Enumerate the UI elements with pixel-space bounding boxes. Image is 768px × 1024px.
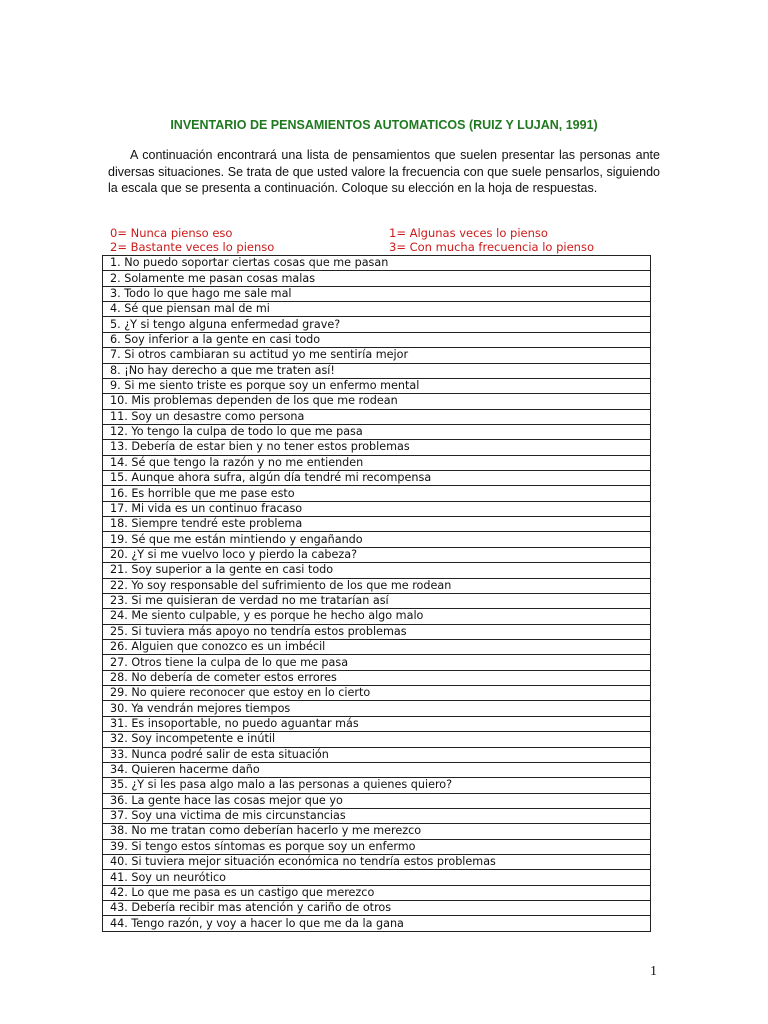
item-text: 14. Sé que tengo la razón y no me entienden <box>103 455 651 470</box>
table-row <box>103 409 651 424</box>
item-text: 37. Soy una victima de mis circunstancias <box>103 808 651 823</box>
item-text: 22. Yo soy responsable del sufrimiento de los que me rodean <box>103 578 651 593</box>
item-text: 27. Otros tiene la culpa de lo que me pasa <box>103 655 651 670</box>
table-row <box>103 747 651 762</box>
item-text: 44. Tengo razón, y voy a hacer lo que me da la gana <box>103 916 651 931</box>
item-text: 11. Soy un desastre como persona <box>103 409 651 424</box>
item-text: 9. Si me siento triste es porque soy un enfermo mental <box>103 378 651 393</box>
scale-option-1: 1= Algunas veces lo pienso <box>389 226 548 240</box>
table-row <box>103 778 651 793</box>
item-text: 29. No quiere reconocer que estoy en lo cierto <box>103 686 651 701</box>
table-row <box>103 378 651 393</box>
table-row <box>103 762 651 777</box>
table-row <box>103 563 651 578</box>
item-text: 8. ¡No hay derecho a que me traten así! <box>103 363 651 378</box>
table-row <box>103 532 651 547</box>
item-text: 13. Debería de estar bien y no tener estos problemas <box>103 440 651 455</box>
item-text: 36. La gente hace las cosas mejor que yo <box>103 793 651 808</box>
response-scale <box>108 226 660 254</box>
item-text: 12. Yo tengo la culpa de todo lo que me pasa <box>103 424 651 439</box>
table-row <box>103 609 651 624</box>
table-row <box>103 916 651 931</box>
scale-option-2: 2= Bastante veces lo pienso <box>110 240 275 254</box>
item-text: 24. Me siento culpable, y es porque he hecho algo malo <box>103 609 651 624</box>
scale-option-0: 0= Nunca pienso eso <box>110 226 233 240</box>
scale-option-3: 3= Con mucha frecuencia lo pienso <box>389 240 594 254</box>
item-text: 35. ¿Y si les pasa algo malo a las personas a quienes quiero? <box>103 778 651 793</box>
table-row <box>103 593 651 608</box>
item-text: 21. Soy superior a la gente en casi todo <box>103 563 651 578</box>
table-row <box>103 855 651 870</box>
page-number: 1 <box>650 964 657 979</box>
table-row <box>103 839 651 854</box>
item-text: 5. ¿Y si tengo alguna enfermedad grave? <box>103 317 651 332</box>
table-row <box>103 624 651 639</box>
table-row <box>103 501 651 516</box>
table-row <box>103 394 651 409</box>
table-row <box>103 455 651 470</box>
item-text: 4. Sé que piensan mal de mi <box>103 302 651 317</box>
item-text: 15. Aunque ahora sufra, algún día tendré mi recompensa <box>103 471 651 486</box>
table-row <box>103 363 651 378</box>
item-text: 26. Alguien que conozco es un imbécil <box>103 639 651 654</box>
item-text: 18. Siempre tendré este problema <box>103 517 651 532</box>
table-row <box>103 808 651 823</box>
item-text: 28. No debería de cometer estos errores <box>103 670 651 685</box>
item-text: 34. Quieren hacerme daño <box>103 762 651 777</box>
item-text: 31. Es insoportable, no puedo aguantar más <box>103 716 651 731</box>
table-row <box>103 639 651 654</box>
items-table <box>102 255 651 932</box>
item-text: 39. Si tengo estos síntomas es porque soy un enfermo <box>103 839 651 854</box>
table-row <box>103 578 651 593</box>
table-row <box>103 271 651 286</box>
table-row <box>103 793 651 808</box>
table-row <box>103 701 651 716</box>
table-row <box>103 686 651 701</box>
table-row <box>103 302 651 317</box>
item-text: 42. Lo que me pasa es un castigo que merezco <box>103 885 651 900</box>
table-row <box>103 471 651 486</box>
item-text: 43. Debería recibir mas atención y cariño de otros <box>103 901 651 916</box>
table-row <box>103 870 651 885</box>
table-row <box>103 547 651 562</box>
item-text: 33. Nunca podré salir de esta situación <box>103 747 651 762</box>
item-text: 19. Sé que me están mintiendo y engañando <box>103 532 651 547</box>
item-text: 38. No me tratan como deberían hacerlo y me merezco <box>103 824 651 839</box>
table-row <box>103 317 651 332</box>
scale-row-2 <box>108 240 660 254</box>
table-row <box>103 440 651 455</box>
item-text: 20. ¿Y si me vuelvo loco y pierdo la cabeza? <box>103 547 651 562</box>
item-text: 16. Es horrible que me pase esto <box>103 486 651 501</box>
table-row <box>103 901 651 916</box>
table-row <box>103 286 651 301</box>
item-text: 30. Ya vendrán mejores tiempos <box>103 701 651 716</box>
item-text: 17. Mi vida es un continuo fracaso <box>103 501 651 516</box>
table-row <box>103 486 651 501</box>
item-text: 1. No puedo soportar ciertas cosas que me pasan <box>103 256 651 271</box>
table-row <box>103 716 651 731</box>
table-row <box>103 348 651 363</box>
intro-paragraph: A continuación encontrará una lista de pensamientos que suelen presentar las personas ante diversas situaciones. Se trata de que usted valore la frecuencia con que suele pensarlos, siguiendo la escala que se presenta a continuación. Coloque su elección en la hoja de respuestas. <box>108 148 660 196</box>
item-text: 2. Solamente me pasan cosas malas <box>103 271 651 286</box>
item-text: 6. Soy inferior a la gente en casi todo <box>103 332 651 347</box>
item-text: 25. Si tuviera más apoyo no tendría estos problemas <box>103 624 651 639</box>
table-row <box>103 732 651 747</box>
items-table-body <box>103 256 651 932</box>
table-row <box>103 655 651 670</box>
table-row <box>103 517 651 532</box>
table-row <box>103 824 651 839</box>
scale-row-1 <box>108 226 660 240</box>
table-row <box>103 424 651 439</box>
table-row <box>103 256 651 271</box>
item-text: 10. Mis problemas dependen de los que me rodean <box>103 394 651 409</box>
item-text: 41. Soy un neurótico <box>103 870 651 885</box>
table-row <box>103 332 651 347</box>
item-text: 23. Si me quisieran de verdad no me tratarían así <box>103 593 651 608</box>
item-text: 32. Soy incompetente e inútil <box>103 732 651 747</box>
table-row <box>103 670 651 685</box>
item-text: 3. Todo lo que hago me sale mal <box>103 286 651 301</box>
item-text: 40. Si tuviera mejor situación económica no tendría estos problemas <box>103 855 651 870</box>
document-title: INVENTARIO DE PENSAMIENTOS AUTOMATICOS (RUIZ Y LUJAN, 1991) <box>170 118 598 132</box>
item-text: 7. Si otros cambiaran su actitud yo me sentiría mejor <box>103 348 651 363</box>
table-row <box>103 885 651 900</box>
